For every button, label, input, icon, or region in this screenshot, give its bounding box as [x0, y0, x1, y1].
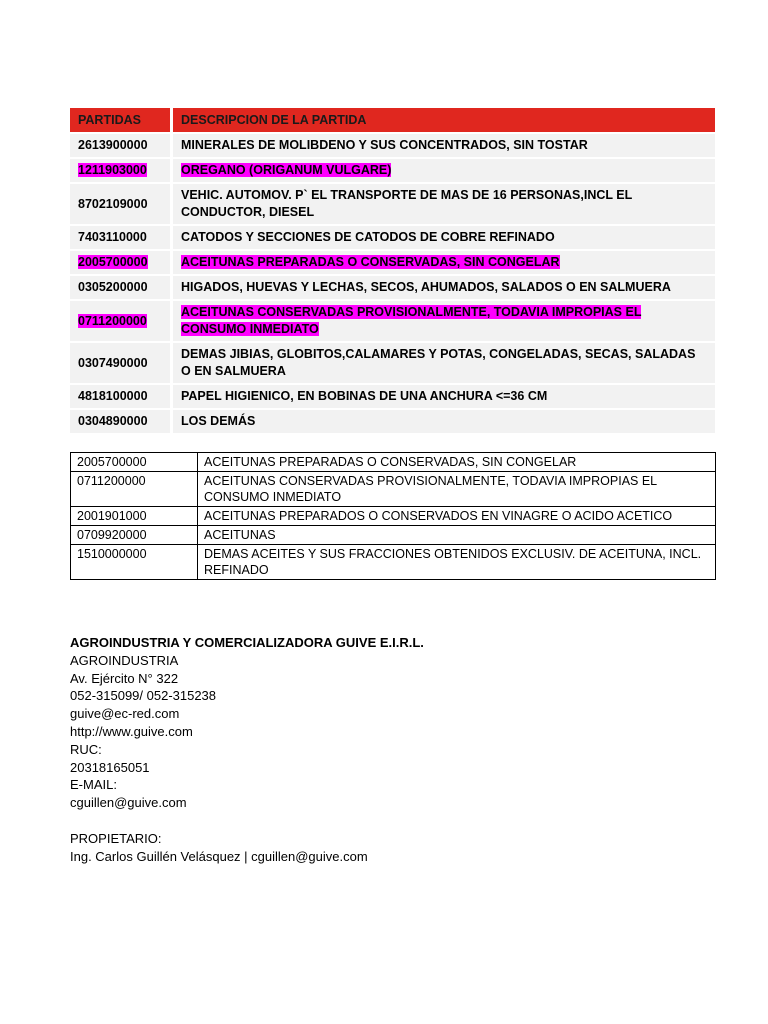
row-code: 1510000000 — [71, 545, 198, 580]
row-description: ACEITUNAS PREPARADAS O CONSERVADAS, SIN CONGELAR — [198, 453, 716, 472]
highlighted-description: ACEITUNAS CONSERVADAS PROVISIONALMENTE, TODAVIA IMPROPIAS EL CONSUMO INMEDIATO — [181, 305, 642, 336]
table-row — [71, 507, 716, 526]
table-row — [71, 472, 716, 507]
row-description: VEHIC. AUTOMOV. P` EL TRANSPORTE DE MAS DE 16 PERSONAS,INCL EL CONDUCTOR, DIESEL — [173, 184, 715, 224]
row-code: 0307490000 — [70, 343, 173, 383]
highlighted-code: 2005700000 — [78, 255, 148, 269]
company-address: Av. Ejército N° 322 — [70, 670, 179, 686]
company-phones: 052-315099/ 052-315238 — [70, 688, 217, 704]
table-header-row — [70, 108, 715, 132]
row-code: 0305200000 — [70, 276, 173, 299]
company-info — [70, 634, 424, 865]
company-website: http://www.guive.com — [70, 723, 193, 739]
ruc-value: 20318165051 — [70, 759, 150, 775]
table-row — [71, 526, 716, 545]
row-description — [173, 159, 715, 182]
table-row — [70, 301, 715, 341]
highlighted-description: ACEITUNAS PREPARADAS O CONSERVADAS, SIN CONGELAR — [181, 255, 560, 269]
spacer — [70, 812, 424, 830]
row-description — [173, 251, 715, 274]
company-email: guive@ec-red.com — [70, 706, 180, 722]
row-description: CATODOS Y SECCIONES DE CATODOS DE COBRE REFINADO — [173, 226, 715, 249]
table-row — [70, 226, 715, 249]
row-description: ACEITUNAS PREPARADOS O CONSERVADOS EN VINAGRE O ACIDO ACETICO — [198, 507, 716, 526]
row-description: MINERALES DE MOLIBDENO Y SUS CONCENTRADOS, SIN TOSTAR — [173, 134, 715, 157]
row-description — [173, 301, 715, 341]
table-row — [70, 410, 715, 433]
table-row — [70, 385, 715, 408]
row-description: PAPEL HIGIENICO, EN BOBINAS DE UNA ANCHURA <=36 CM — [173, 385, 715, 408]
email-value: cguillen@guive.com — [70, 795, 187, 811]
row-code — [70, 251, 173, 274]
highlighted-code: 1211903000 — [78, 163, 147, 177]
row-code: 8702109000 — [70, 184, 173, 224]
row-code: 0711200000 — [71, 472, 198, 507]
row-code — [70, 301, 173, 341]
row-description: LOS DEMÁS — [173, 410, 715, 433]
table-row — [70, 343, 715, 383]
header-descripcion: DESCRIPCION DE LA PARTIDA — [173, 108, 715, 132]
table-row — [70, 276, 715, 299]
row-code: 2005700000 — [71, 453, 198, 472]
row-code: 2001901000 — [71, 507, 198, 526]
row-description: HIGADOS, HUEVAS Y LECHAS, SECOS, AHUMADOS, SALADOS O EN SALMUERA — [173, 276, 715, 299]
company-name: AGROINDUSTRIA Y COMERCIALIZADORA GUIVE E.I.R.L. — [70, 635, 424, 650]
aceitunas-table — [70, 452, 716, 580]
row-description: DEMAS JIBIAS, GLOBITOS,CALAMARES Y POTAS, CONGELADAS, SECAS, SALADAS O EN SALMUERA — [173, 343, 715, 383]
company-sector: AGROINDUSTRIA — [70, 652, 179, 668]
table-row — [70, 251, 715, 274]
highlighted-code: 0711200000 — [78, 313, 147, 328]
table-row — [70, 184, 715, 224]
row-code: 2613900000 — [70, 134, 173, 157]
row-code: 0709920000 — [71, 526, 198, 545]
row-description: ACEITUNAS — [198, 526, 716, 545]
row-code: 4818100000 — [70, 385, 173, 408]
table-row — [70, 134, 715, 157]
owner-value: Ing. Carlos Guillén Velásquez | cguillen@guive.com — [70, 848, 368, 864]
ruc-label: RUC: — [70, 741, 102, 757]
table-row — [70, 159, 715, 182]
header-partidas: PARTIDAS — [70, 108, 173, 132]
table-row — [71, 545, 716, 580]
row-description: ACEITUNAS CONSERVADAS PROVISIONALMENTE, TODAVIA IMPROPIAS EL CONSUMO INMEDIATO — [198, 472, 716, 507]
row-code: 0304890000 — [70, 410, 173, 433]
email-label: E-MAIL: — [70, 777, 117, 793]
table-row — [71, 453, 716, 472]
row-description: DEMAS ACEITES Y SUS FRACCIONES OBTENIDOS EXCLUSIV. DE ACEITUNA, INCL. REFINADO — [198, 545, 716, 580]
partidas-table — [70, 106, 715, 435]
row-code: 7403110000 — [70, 226, 173, 249]
owner-label: PROPIETARIO: — [70, 830, 162, 846]
row-code — [70, 159, 173, 182]
highlighted-description: OREGANO (ORIGANUM VULGARE) — [181, 163, 392, 177]
